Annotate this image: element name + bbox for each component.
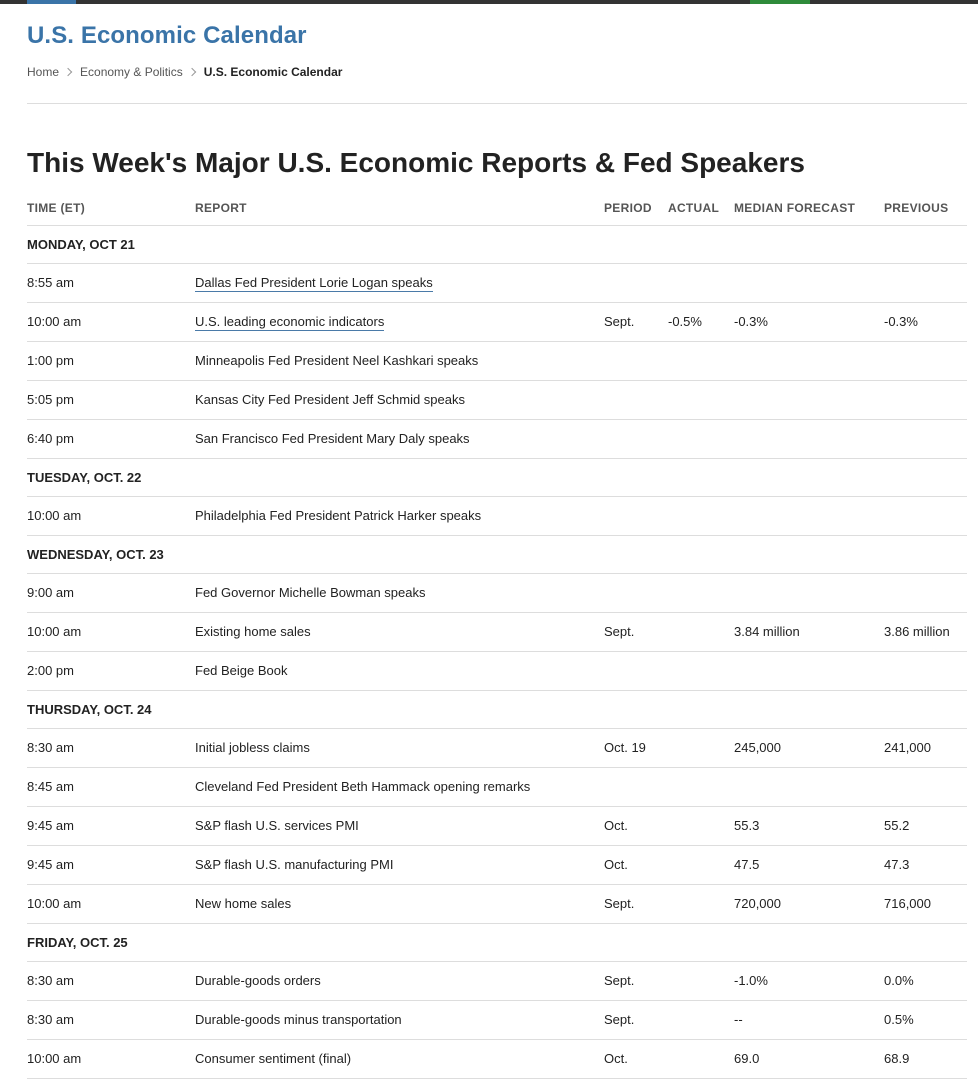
breadcrumb bbox=[27, 64, 342, 80]
table-row bbox=[27, 573, 967, 612]
cell-period: Sept. bbox=[604, 884, 668, 923]
cell-previous bbox=[884, 419, 967, 458]
table-row bbox=[27, 767, 967, 806]
cell-time: 10:00 am bbox=[27, 884, 195, 923]
cell-actual bbox=[668, 806, 734, 845]
cell-actual bbox=[668, 573, 734, 612]
cell-report: Initial jobless claims bbox=[195, 728, 604, 767]
top-bar-blue-segment bbox=[27, 0, 76, 4]
cell-period bbox=[604, 380, 668, 419]
report-link[interactable]: Dallas Fed President Lorie Logan speaks bbox=[195, 275, 433, 290]
cell-actual bbox=[668, 728, 734, 767]
cell-time: 10:00 am bbox=[27, 612, 195, 651]
cell-previous: -0.3% bbox=[884, 302, 967, 341]
cell-previous bbox=[884, 496, 967, 535]
cell-report bbox=[195, 263, 604, 302]
cell-actual bbox=[668, 419, 734, 458]
cell-period bbox=[604, 263, 668, 302]
table-row bbox=[27, 380, 967, 419]
cell-time: 9:45 am bbox=[27, 845, 195, 884]
table-row bbox=[27, 302, 967, 341]
cell-actual bbox=[668, 961, 734, 1000]
cell-time: 10:00 am bbox=[27, 302, 195, 341]
section-title: This Week's Major U.S. Economic Reports & Fed Speakers bbox=[27, 147, 805, 178]
page-title[interactable]: U.S. Economic Calendar bbox=[27, 22, 307, 49]
cell-report: Philadelphia Fed President Patrick Harker speaks bbox=[195, 496, 604, 535]
cell-period: Sept. bbox=[604, 1000, 668, 1039]
cell-median-forecast: 69.0 bbox=[734, 1039, 884, 1078]
cell-time: 9:45 am bbox=[27, 806, 195, 845]
cell-previous: 55.2 bbox=[884, 806, 967, 845]
cell-median-forecast: -1.0% bbox=[734, 961, 884, 1000]
table-row bbox=[27, 496, 967, 535]
top-accent-bar bbox=[0, 0, 978, 4]
day-header-row bbox=[27, 535, 967, 573]
cell-report: Durable-goods minus transportation bbox=[195, 1000, 604, 1039]
cell-median-forecast bbox=[734, 341, 884, 380]
cell-time: 1:00 pm bbox=[27, 341, 195, 380]
table-row bbox=[27, 419, 967, 458]
cell-median-forecast bbox=[734, 380, 884, 419]
page-header bbox=[27, 20, 967, 52]
cell-median-forecast bbox=[734, 419, 884, 458]
table-row bbox=[27, 263, 967, 302]
table-row bbox=[27, 1000, 967, 1039]
day-label: WEDNESDAY, OCT. 23 bbox=[27, 535, 967, 573]
economic-calendar-table bbox=[27, 192, 967, 1079]
cell-report: New home sales bbox=[195, 884, 604, 923]
cell-period bbox=[604, 767, 668, 806]
cell-period: Sept. bbox=[604, 302, 668, 341]
cell-period bbox=[604, 651, 668, 690]
column-header-actual: ACTUAL bbox=[668, 192, 734, 225]
cell-median-forecast: -0.3% bbox=[734, 302, 884, 341]
cell-previous: 47.3 bbox=[884, 845, 967, 884]
cell-previous: 68.9 bbox=[884, 1039, 967, 1078]
cell-report: S&P flash U.S. manufacturing PMI bbox=[195, 845, 604, 884]
cell-previous bbox=[884, 263, 967, 302]
cell-median-forecast bbox=[734, 496, 884, 535]
cell-time: 10:00 am bbox=[27, 496, 195, 535]
cell-period: Oct. bbox=[604, 806, 668, 845]
cell-actual bbox=[668, 341, 734, 380]
cell-previous: 0.5% bbox=[884, 1000, 967, 1039]
cell-period bbox=[604, 419, 668, 458]
cell-previous bbox=[884, 767, 967, 806]
cell-report: Minneapolis Fed President Neel Kashkari speaks bbox=[195, 341, 604, 380]
top-bar-green-segment bbox=[750, 0, 810, 4]
breadcrumb-economy-politics-link[interactable]: Economy & Politics bbox=[80, 65, 183, 79]
cell-report: Durable-goods orders bbox=[195, 961, 604, 1000]
day-header-row bbox=[27, 458, 967, 496]
cell-period: Oct. bbox=[604, 1039, 668, 1078]
cell-time: 8:30 am bbox=[27, 1000, 195, 1039]
cell-previous bbox=[884, 380, 967, 419]
day-label: FRIDAY, OCT. 25 bbox=[27, 923, 967, 961]
calendar-body bbox=[27, 225, 967, 1078]
header-divider bbox=[27, 103, 967, 104]
cell-actual bbox=[668, 263, 734, 302]
report-link[interactable]: U.S. leading economic indicators bbox=[195, 314, 385, 329]
cell-report: Fed Beige Book bbox=[195, 651, 604, 690]
cell-median-forecast bbox=[734, 767, 884, 806]
cell-report: S&P flash U.S. services PMI bbox=[195, 806, 604, 845]
day-label: THURSDAY, OCT. 24 bbox=[27, 690, 967, 728]
cell-period: Sept. bbox=[604, 612, 668, 651]
cell-actual: -0.5% bbox=[668, 302, 734, 341]
cell-period: Oct. bbox=[604, 845, 668, 884]
cell-report: Fed Governor Michelle Bowman speaks bbox=[195, 573, 604, 612]
cell-report: Consumer sentiment (final) bbox=[195, 1039, 604, 1078]
cell-time: 8:55 am bbox=[27, 263, 195, 302]
cell-report: San Francisco Fed President Mary Daly speaks bbox=[195, 419, 604, 458]
table-row bbox=[27, 1039, 967, 1078]
cell-time: 8:30 am bbox=[27, 728, 195, 767]
table-row bbox=[27, 728, 967, 767]
cell-time: 6:40 pm bbox=[27, 419, 195, 458]
day-header-row bbox=[27, 923, 967, 961]
table-row bbox=[27, 806, 967, 845]
cell-period: Oct. 19 bbox=[604, 728, 668, 767]
table-row bbox=[27, 961, 967, 1000]
column-header-period: PERIOD bbox=[604, 192, 668, 225]
cell-actual bbox=[668, 884, 734, 923]
day-label: MONDAY, OCT 21 bbox=[27, 225, 967, 263]
cell-report: Kansas City Fed President Jeff Schmid speaks bbox=[195, 380, 604, 419]
chevron-right-icon bbox=[64, 68, 72, 76]
cell-report: Existing home sales bbox=[195, 612, 604, 651]
cell-median-forecast bbox=[734, 651, 884, 690]
column-header-report: REPORT bbox=[195, 192, 604, 225]
cell-period bbox=[604, 341, 668, 380]
column-header-previous: PREVIOUS bbox=[884, 192, 967, 225]
cell-previous: 0.0% bbox=[884, 961, 967, 1000]
cell-median-forecast: 245,000 bbox=[734, 728, 884, 767]
cell-actual bbox=[668, 1000, 734, 1039]
cell-previous bbox=[884, 573, 967, 612]
cell-time: 8:30 am bbox=[27, 961, 195, 1000]
table-row bbox=[27, 651, 967, 690]
cell-time: 10:00 am bbox=[27, 1039, 195, 1078]
table-row bbox=[27, 845, 967, 884]
cell-median-forecast bbox=[734, 263, 884, 302]
cell-median-forecast: -- bbox=[734, 1000, 884, 1039]
column-header-time: TIME (ET) bbox=[27, 192, 195, 225]
cell-actual bbox=[668, 380, 734, 419]
cell-median-forecast: 3.84 million bbox=[734, 612, 884, 651]
cell-median-forecast: 55.3 bbox=[734, 806, 884, 845]
cell-actual bbox=[668, 651, 734, 690]
cell-previous: 241,000 bbox=[884, 728, 967, 767]
cell-median-forecast: 47.5 bbox=[734, 845, 884, 884]
table-row bbox=[27, 884, 967, 923]
cell-period: Sept. bbox=[604, 961, 668, 1000]
cell-period bbox=[604, 496, 668, 535]
cell-report: Cleveland Fed President Beth Hammack opening remarks bbox=[195, 767, 604, 806]
cell-median-forecast bbox=[734, 573, 884, 612]
breadcrumb-current-page: U.S. Economic Calendar bbox=[203, 65, 343, 79]
cell-previous bbox=[884, 651, 967, 690]
day-header-row bbox=[27, 225, 967, 263]
day-label: TUESDAY, OCT. 22 bbox=[27, 458, 967, 496]
cell-period bbox=[604, 573, 668, 612]
cell-previous: 716,000 bbox=[884, 884, 967, 923]
table-header-row bbox=[27, 192, 967, 225]
day-header-row bbox=[27, 690, 967, 728]
breadcrumb-home-link[interactable]: Home bbox=[27, 65, 60, 79]
cell-median-forecast: 720,000 bbox=[734, 884, 884, 923]
cell-actual bbox=[668, 1039, 734, 1078]
cell-actual bbox=[668, 845, 734, 884]
chevron-right-icon bbox=[187, 68, 195, 76]
cell-previous: 3.86 million bbox=[884, 612, 967, 651]
cell-actual bbox=[668, 496, 734, 535]
column-header-median-forecast: MEDIAN FORECAST bbox=[734, 192, 884, 225]
cell-previous bbox=[884, 341, 967, 380]
cell-time: 8:45 am bbox=[27, 767, 195, 806]
cell-time: 9:00 am bbox=[27, 573, 195, 612]
cell-actual bbox=[668, 767, 734, 806]
cell-time: 2:00 pm bbox=[27, 651, 195, 690]
cell-time: 5:05 pm bbox=[27, 380, 195, 419]
table-row bbox=[27, 612, 967, 651]
cell-report bbox=[195, 302, 604, 341]
table-row bbox=[27, 341, 967, 380]
cell-actual bbox=[668, 612, 734, 651]
